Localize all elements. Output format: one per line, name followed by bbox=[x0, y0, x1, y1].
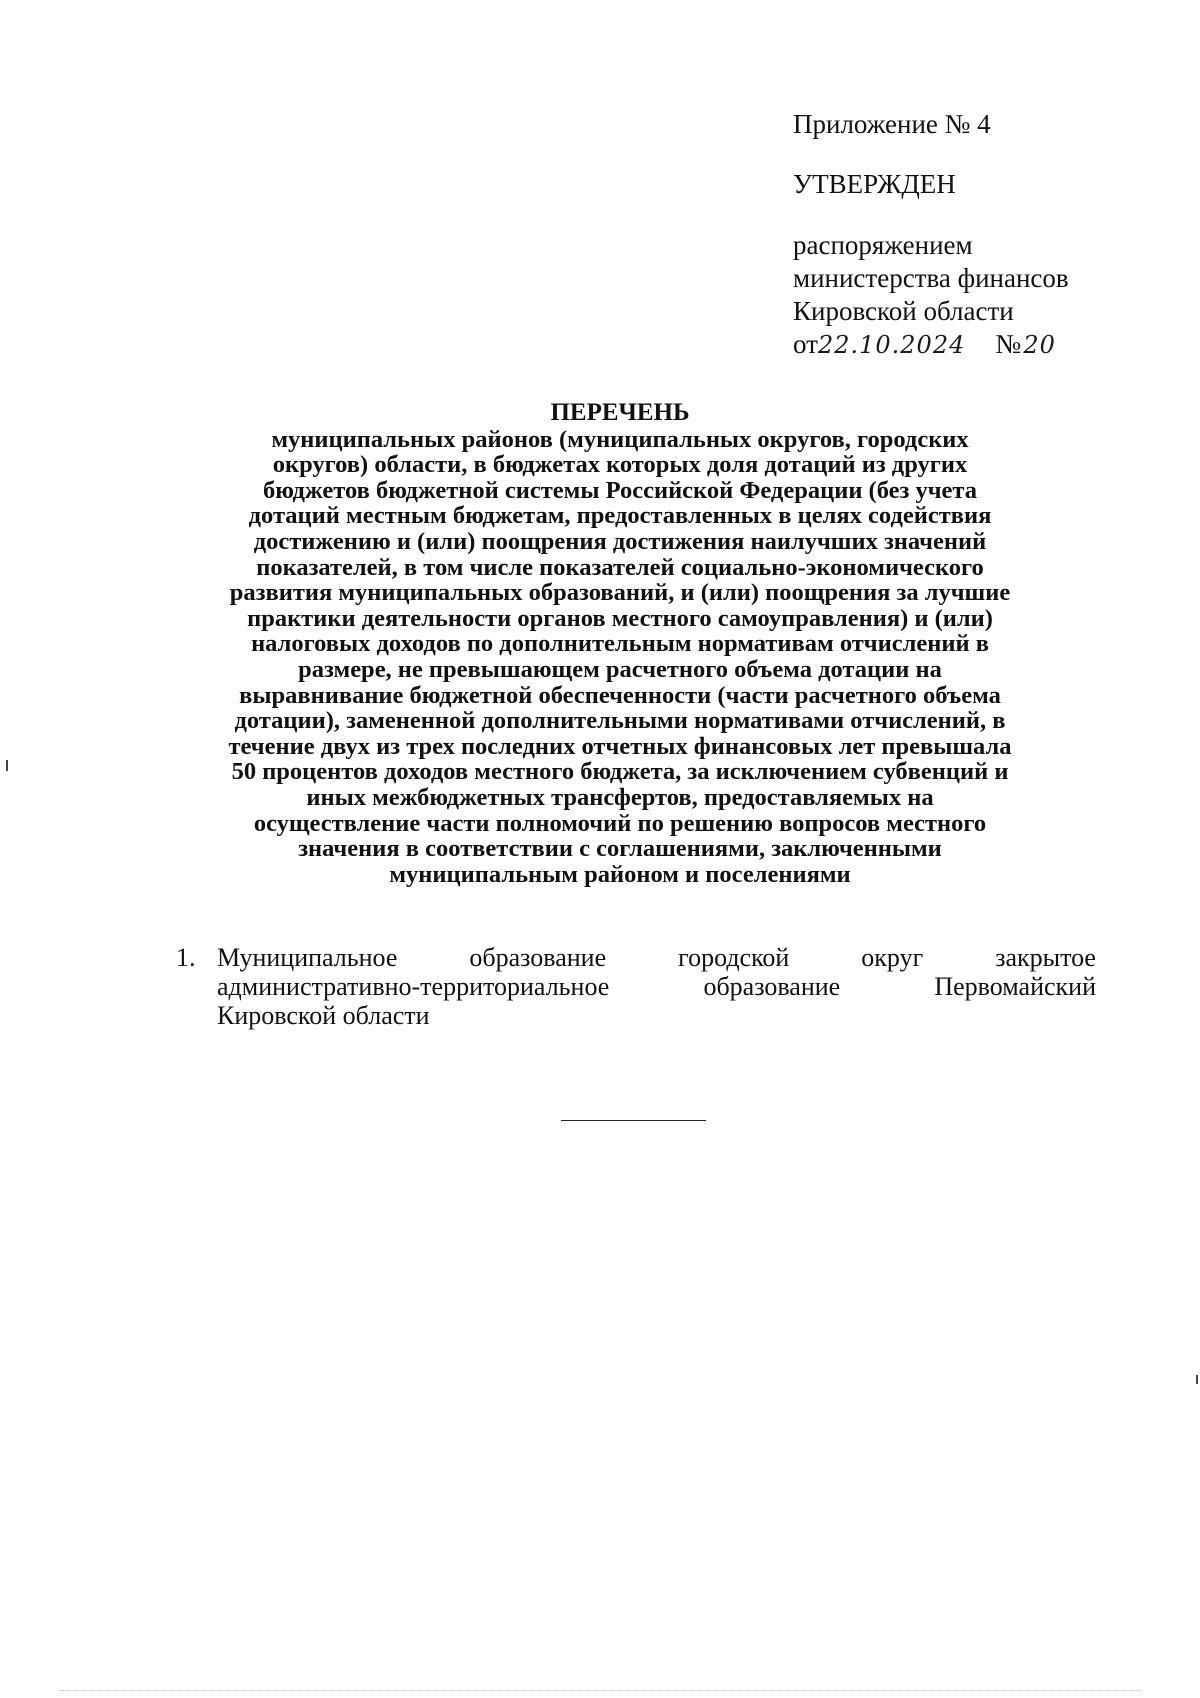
list-item bbox=[176, 943, 1096, 1030]
title-line: дотации), замененной дополнительными нормативами отчислений, в bbox=[234, 707, 1006, 735]
annex-number: Приложение № 4 bbox=[793, 109, 991, 139]
title-line: 50 процентов доходов местного бюджета, за исключением субвенций и bbox=[231, 758, 1009, 786]
scan-bottom-noise bbox=[60, 1690, 1140, 1691]
title-line: дотаций местным бюджетам, предоставленных в целях содействия bbox=[248, 502, 992, 530]
title-line: налоговых доходов по дополнительным нормативам отчислений в bbox=[251, 630, 989, 658]
list-item-word: округ bbox=[861, 943, 924, 972]
title-line: иных межбюджетных трансфертов, предоставляемых на bbox=[306, 783, 934, 811]
title-heading: ПЕРЕЧЕНЬ bbox=[550, 399, 690, 426]
title-line: бюджетов бюджетной системы Российской Федерации (без учета bbox=[262, 476, 978, 504]
title-line: выравнивание бюджетной обеспеченности (части расчетного объема bbox=[239, 681, 1001, 709]
title-line: течение двух из трех последних отчетных финансовых лет превышала bbox=[228, 732, 1012, 760]
title-line: муниципальных районов (муниципальных округов, городских bbox=[271, 425, 969, 453]
approved-by bbox=[793, 229, 1173, 362]
list-item-word: административно-территориальное bbox=[217, 972, 610, 1001]
title-line: округов) области, в бюджетах которых доля дотаций из других bbox=[272, 451, 968, 479]
approved-stamp-text: УТВЕРЖДЕН bbox=[793, 169, 956, 199]
title-line: муниципальным районом и поселениями bbox=[389, 860, 851, 888]
list-item-number: 1. bbox=[176, 943, 196, 972]
date-number-line bbox=[793, 328, 1173, 362]
list-item-line: Кировской области bbox=[217, 1001, 430, 1030]
approved-by-line: Кировской области bbox=[793, 296, 1014, 326]
approved-by-line: министерства финансов bbox=[793, 263, 1069, 293]
document-title bbox=[150, 400, 1090, 887]
title-line: показателей, в том числе показателей социально-экономического bbox=[256, 553, 984, 581]
title-line: размере, не превышающем расчетного объема дотации на bbox=[298, 655, 942, 683]
list-item-line bbox=[217, 972, 1096, 1001]
approval-block bbox=[793, 108, 1173, 362]
list-item-line bbox=[217, 943, 1096, 972]
municipality-list bbox=[176, 943, 1096, 1030]
list-item-word: Первомайский bbox=[934, 972, 1096, 1001]
date-prefix: от bbox=[793, 329, 818, 359]
list-item-word: Муниципальное bbox=[217, 943, 398, 972]
list-item-word: закрытое bbox=[995, 943, 1096, 972]
title-line: практики деятельности органов местного самоуправления) и (или) bbox=[247, 604, 993, 632]
end-separator-line bbox=[561, 1120, 706, 1121]
list-item-word: образование bbox=[469, 943, 607, 972]
handwritten-number: 20 bbox=[1023, 331, 1056, 359]
title-line: развития муниципальных образований, и (или) поощрения за лучшие bbox=[229, 579, 1011, 607]
scan-artifact bbox=[1196, 1375, 1198, 1384]
title-line: достижению и (или) поощрения достижения наилучших значений bbox=[253, 527, 987, 555]
list-item-word: городской bbox=[678, 943, 790, 972]
number-prefix: № bbox=[995, 329, 1022, 359]
title-line: осуществление части полномочий по решению вопросов местного bbox=[253, 809, 987, 837]
list-item-text bbox=[217, 943, 1096, 1030]
title-line: значения в соответствии с соглашениями, заключенными bbox=[298, 835, 942, 863]
list-item-word: образование bbox=[703, 972, 841, 1001]
approved-by-line: распоряжением bbox=[793, 230, 973, 260]
scan-artifact bbox=[6, 760, 8, 771]
handwritten-date: 22.10.2024 bbox=[817, 331, 966, 359]
